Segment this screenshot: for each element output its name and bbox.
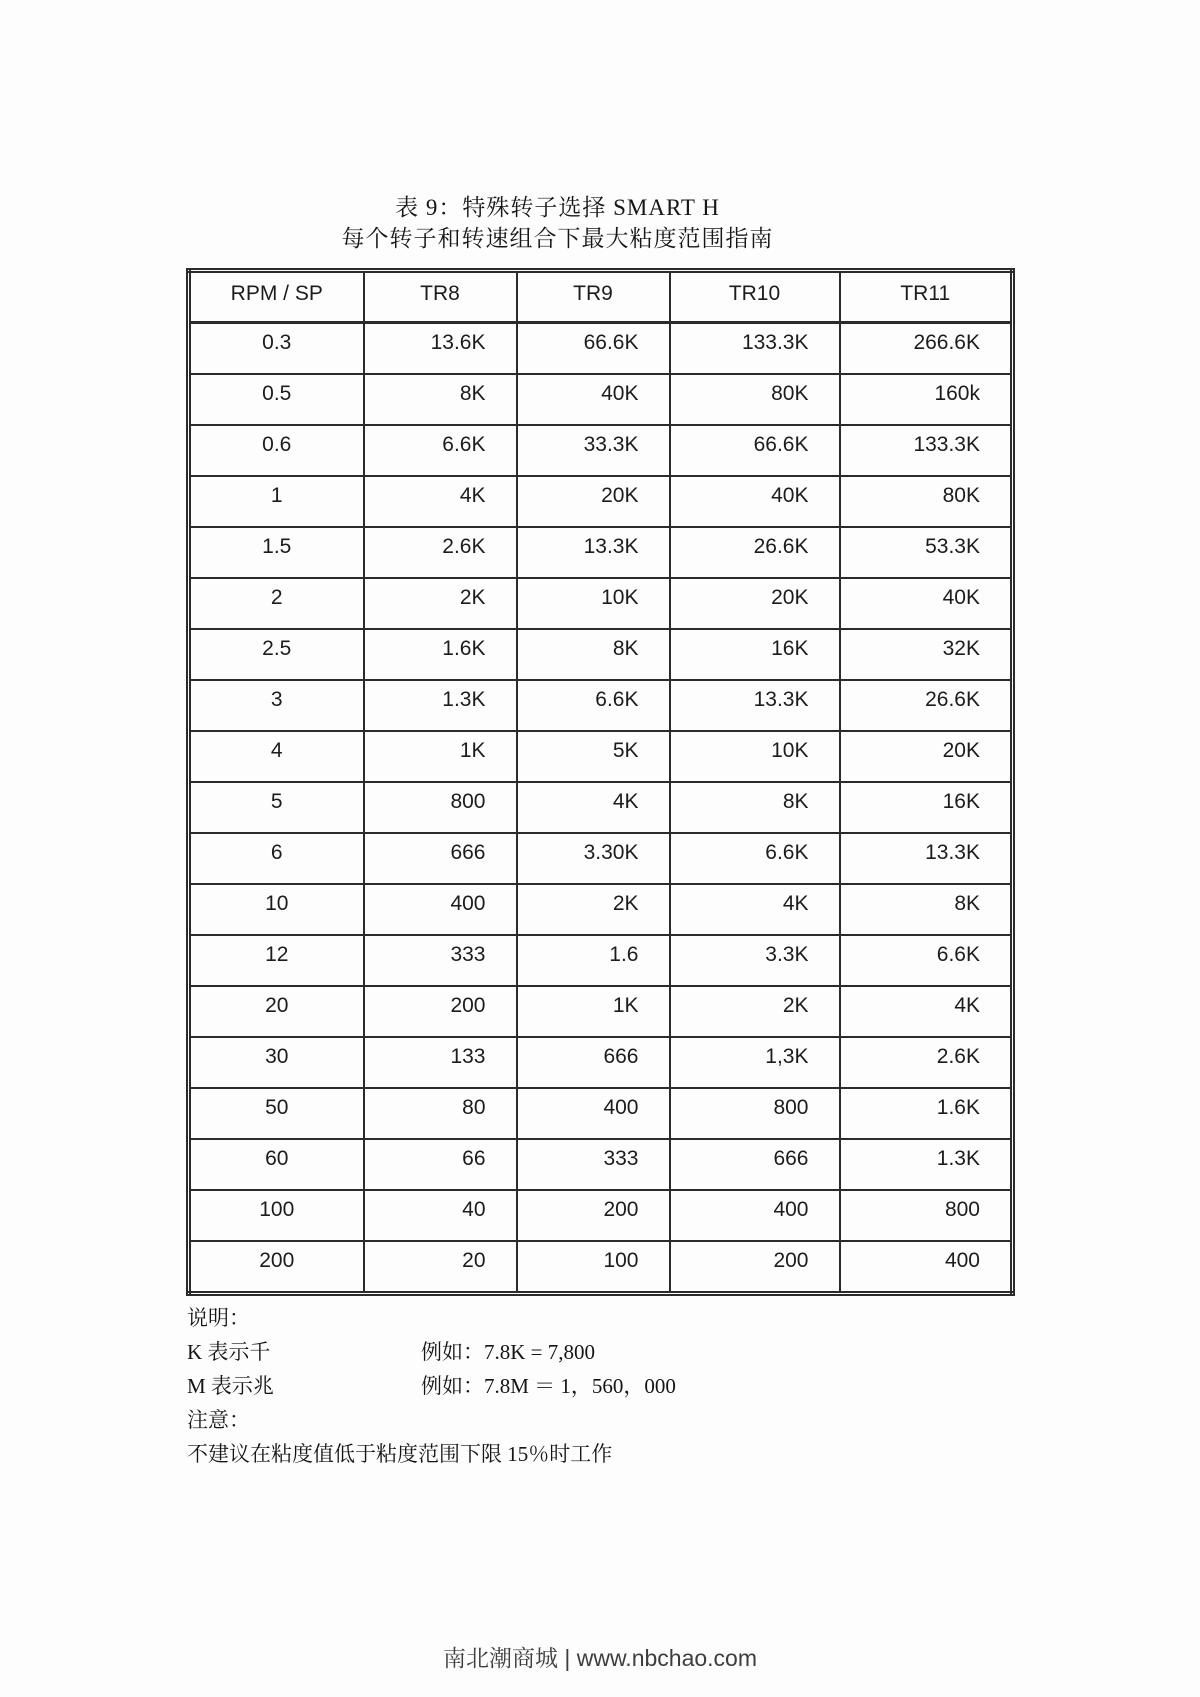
value-cell: 6.6K	[364, 425, 517, 476]
rpm-cell: 1	[189, 476, 364, 527]
table-row	[189, 629, 1013, 680]
value-cell: 1.3K	[364, 680, 517, 731]
value-cell: 10K	[670, 731, 840, 782]
value-cell: 80K	[840, 476, 1013, 527]
rpm-cell: 4	[189, 731, 364, 782]
value-cell: 400	[840, 1241, 1013, 1294]
table-row	[189, 1241, 1013, 1294]
rpm-cell: 20	[189, 986, 364, 1037]
table-row	[189, 374, 1013, 425]
site-footer	[0, 1640, 1200, 1673]
rpm-cell: 1.5	[189, 527, 364, 578]
value-cell: 4K	[364, 476, 517, 527]
value-cell: 2K	[670, 986, 840, 1037]
rpm-cell: 30	[189, 1037, 364, 1088]
note-k-label: K 表示千	[187, 1340, 271, 1364]
value-cell: 800	[670, 1088, 840, 1139]
rpm-cell: 6	[189, 833, 364, 884]
rpm-cell: 10	[189, 884, 364, 935]
value-cell: 66	[364, 1139, 517, 1190]
value-cell: 2K	[517, 884, 670, 935]
value-cell: 1K	[517, 986, 670, 1037]
table-row	[189, 1037, 1013, 1088]
table-row	[189, 1139, 1013, 1190]
page-title: 表 9：特殊转子选择 SMART H	[395, 195, 720, 220]
value-cell: 16K	[670, 629, 840, 680]
table-row	[189, 578, 1013, 629]
value-cell: 800	[364, 782, 517, 833]
value-cell: 1.6K	[364, 629, 517, 680]
value-cell: 1.6	[517, 935, 670, 986]
rpm-cell: 100	[189, 1190, 364, 1241]
notes-heading: 说明：	[187, 1306, 250, 1330]
value-cell: 333	[517, 1139, 670, 1190]
table-header-row	[189, 271, 1013, 323]
value-cell: 16K	[840, 782, 1013, 833]
notice-heading: 注意：	[187, 1408, 250, 1432]
value-cell: 133.3K	[840, 425, 1013, 476]
rpm-cell: 5	[189, 782, 364, 833]
table-row	[189, 527, 1013, 578]
value-cell: 2.6K	[840, 1037, 1013, 1088]
column-header: TR8	[364, 271, 517, 323]
table-row	[189, 986, 1013, 1037]
value-cell: 333	[364, 935, 517, 986]
note-m-example: 例如：7.8M ＝ 1，560，000	[421, 1374, 676, 1398]
value-cell: 20K	[670, 578, 840, 629]
note-m-label: M 表示兆	[187, 1374, 274, 1398]
table-row	[189, 323, 1013, 375]
value-cell: 80K	[670, 374, 840, 425]
rpm-cell: 50	[189, 1088, 364, 1139]
value-cell: 40K	[840, 578, 1013, 629]
notes-section	[187, 1301, 1007, 1471]
value-cell: 66.6K	[670, 425, 840, 476]
column-header: TR11	[840, 271, 1013, 323]
value-cell: 666	[670, 1139, 840, 1190]
value-cell: 53.3K	[840, 527, 1013, 578]
value-cell: 400	[517, 1088, 670, 1139]
value-cell: 666	[364, 833, 517, 884]
rpm-cell: 2.5	[189, 629, 364, 680]
value-cell: 1K	[364, 731, 517, 782]
value-cell: 5K	[517, 731, 670, 782]
rpm-cell: 200	[189, 1241, 364, 1294]
value-cell: 4K	[670, 884, 840, 935]
value-cell: 800	[840, 1190, 1013, 1241]
value-cell: 666	[517, 1037, 670, 1088]
value-cell: 1,3K	[670, 1037, 840, 1088]
table-row	[189, 833, 1013, 884]
table-row	[189, 935, 1013, 986]
note-k-example: 例如：7.8K = 7,800	[421, 1340, 596, 1364]
column-header: RPM / SP	[189, 271, 364, 323]
value-cell: 400	[670, 1190, 840, 1241]
value-cell: 20	[364, 1241, 517, 1294]
table-row	[189, 1190, 1013, 1241]
table-body	[189, 323, 1013, 1294]
value-cell: 13.6K	[364, 323, 517, 375]
note-m-row	[187, 1369, 1007, 1403]
value-cell: 400	[364, 884, 517, 935]
viscosity-range-table	[186, 268, 1015, 1296]
value-cell: 40K	[670, 476, 840, 527]
value-cell: 4K	[517, 782, 670, 833]
page-title-block	[0, 192, 1115, 254]
value-cell: 20K	[517, 476, 670, 527]
value-cell: 2.6K	[364, 527, 517, 578]
rpm-cell: 12	[189, 935, 364, 986]
value-cell: 200	[517, 1190, 670, 1241]
table-row	[189, 680, 1013, 731]
table-row	[189, 884, 1013, 935]
value-cell: 200	[364, 986, 517, 1037]
note-k-row	[187, 1335, 1007, 1369]
value-cell: 8K	[517, 629, 670, 680]
value-cell: 8K	[364, 374, 517, 425]
rpm-cell: 3	[189, 680, 364, 731]
rpm-cell: 0.6	[189, 425, 364, 476]
value-cell: 6.6K	[840, 935, 1013, 986]
value-cell: 40	[364, 1190, 517, 1241]
value-cell: 4K	[840, 986, 1013, 1037]
table-row	[189, 731, 1013, 782]
value-cell: 2K	[364, 578, 517, 629]
rpm-cell: 0.5	[189, 374, 364, 425]
value-cell: 8K	[840, 884, 1013, 935]
rpm-cell: 0.3	[189, 323, 364, 375]
table-row	[189, 425, 1013, 476]
value-cell: 133.3K	[670, 323, 840, 375]
column-header: TR9	[517, 271, 670, 323]
value-cell: 3.3K	[670, 935, 840, 986]
value-cell: 100	[517, 1241, 670, 1294]
notice-text: 不建议在粘度值低于粘度范围下限 15％时工作	[187, 1442, 613, 1466]
table-row	[189, 1088, 1013, 1139]
value-cell: 10K	[517, 578, 670, 629]
value-cell: 26.6K	[840, 680, 1013, 731]
value-cell: 33.3K	[517, 425, 670, 476]
value-cell: 3.30K	[517, 833, 670, 884]
column-header: TR10	[670, 271, 840, 323]
value-cell: 40K	[517, 374, 670, 425]
value-cell: 32K	[840, 629, 1013, 680]
value-cell: 20K	[840, 731, 1013, 782]
value-cell: 80	[364, 1088, 517, 1139]
page-subtitle: 每个转子和转速组合下最大粘度范围指南	[341, 226, 774, 251]
table-row	[189, 476, 1013, 527]
value-cell: 8K	[670, 782, 840, 833]
value-cell: 13.3K	[670, 680, 840, 731]
table-row	[189, 782, 1013, 833]
value-cell: 133	[364, 1037, 517, 1088]
value-cell: 26.6K	[670, 527, 840, 578]
value-cell: 66.6K	[517, 323, 670, 375]
value-cell: 13.3K	[840, 833, 1013, 884]
value-cell: 1.3K	[840, 1139, 1013, 1190]
value-cell: 1.6K	[840, 1088, 1013, 1139]
footer-text: 南北潮商城 | www.nbchao.com	[442, 1645, 757, 1671]
value-cell: 266.6K	[840, 323, 1013, 375]
value-cell: 160k	[840, 374, 1013, 425]
rpm-cell: 2	[189, 578, 364, 629]
value-cell: 6.6K	[670, 833, 840, 884]
value-cell: 200	[670, 1241, 840, 1294]
value-cell: 13.3K	[517, 527, 670, 578]
value-cell: 6.6K	[517, 680, 670, 731]
rpm-cell: 60	[189, 1139, 364, 1190]
